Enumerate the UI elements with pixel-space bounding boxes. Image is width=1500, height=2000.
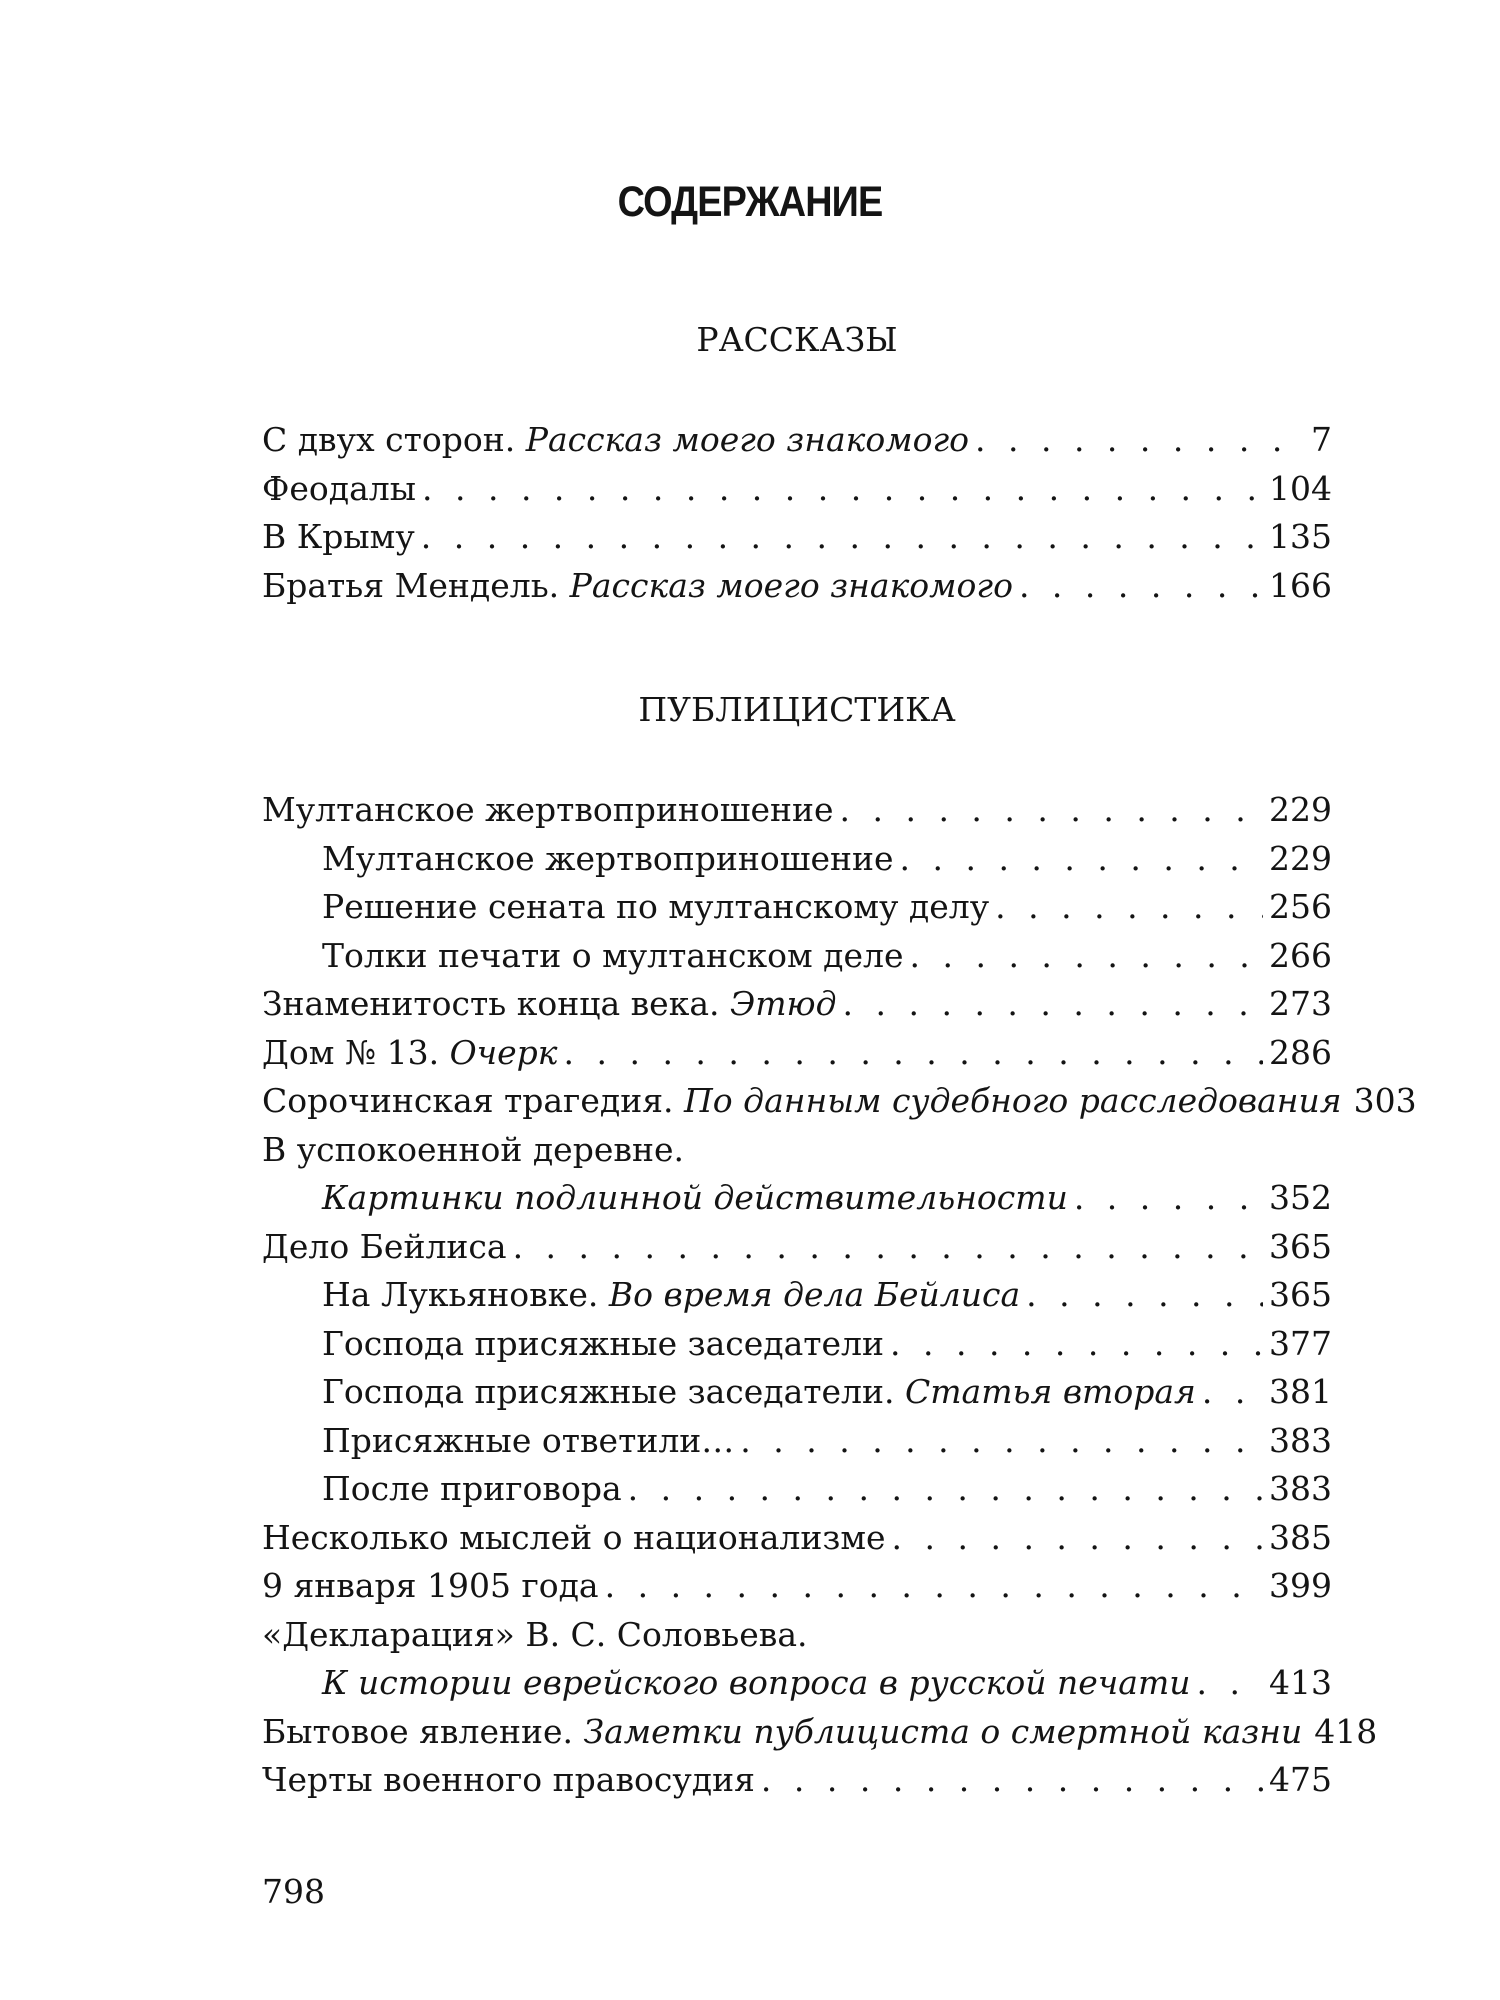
toc-entry: [262, 1562, 1332, 1611]
toc-entry: [262, 1465, 1332, 1514]
dot-leader: [605, 1562, 1263, 1611]
dot-leader: [513, 1223, 1263, 1272]
entry-page-number: 418: [1314, 1711, 1378, 1751]
entry-subtitle: Этюд: [730, 984, 837, 1023]
toc-entry-title: [262, 562, 1013, 611]
dot-leader: [564, 1029, 1263, 1078]
dot-leader: [975, 416, 1305, 465]
toc-entry: [262, 1659, 1332, 1708]
entry-title: С двух сторон.: [262, 420, 516, 459]
entry-title: После приговора: [322, 1469, 622, 1508]
entry-title: Присяжные ответили…: [322, 1420, 735, 1460]
entry-title: Толки печати о мултанском деле: [322, 935, 904, 975]
dot-leader: [1026, 1271, 1263, 1320]
toc-entry-title: [322, 835, 894, 884]
toc-entry: [262, 1417, 1332, 1466]
entry-title: Мултанское жертвоприношение: [262, 790, 834, 829]
toc-entry: [262, 416, 1332, 465]
entry-title: Знаменитость конца века.: [262, 984, 720, 1023]
entry-page-number: 383: [1269, 1469, 1332, 1508]
page-title: СОДЕРЖАНИЕ: [617, 178, 883, 226]
toc-entry: [262, 1077, 1417, 1126]
toc-entry: [262, 513, 1332, 562]
dot-leader: [995, 883, 1263, 932]
toc-entry-title: [262, 1126, 684, 1175]
entry-subtitle: По данным судебного расследования: [684, 1081, 1342, 1120]
toc-entry: [262, 835, 1332, 884]
toc-entry: [262, 932, 1332, 981]
toc-list-stories: [262, 416, 1332, 610]
entry-page-number: 399: [1269, 1566, 1332, 1605]
section-heading-stories: РАССКАЗЫ: [696, 320, 898, 359]
entry-page-number: 303: [1353, 1081, 1417, 1120]
entry-page-number: 166: [1269, 565, 1332, 605]
toc-entry-title: [262, 1223, 507, 1272]
entry-page-number: 377: [1269, 1323, 1332, 1363]
toc-entry: [262, 786, 1332, 835]
entry-page-number: 273: [1269, 984, 1332, 1023]
toc-entry: [262, 465, 1332, 514]
dot-leader: [421, 513, 1263, 562]
entry-page-number: 365: [1269, 1275, 1332, 1314]
entry-page-number: 229: [1269, 838, 1332, 878]
entry-page-number: 413: [1269, 1663, 1332, 1702]
toc-entry-title: [262, 1708, 1302, 1757]
entry-subtitle: Рассказ моего знакомого: [525, 420, 970, 459]
toc-entry-title: [322, 1659, 1191, 1708]
toc-entry: [262, 1611, 1332, 1660]
toc-entry-title: [262, 1611, 808, 1660]
entry-title: Черты военного правосудия: [262, 1760, 755, 1799]
toc-entry-title: [322, 1465, 622, 1514]
entry-title: Несколько мыслей о национализме: [262, 1517, 886, 1557]
entry-title: Феодалы: [262, 468, 417, 508]
entry-subtitle: Картинки подлинной действительности: [322, 1178, 1068, 1217]
dot-leader: [843, 980, 1263, 1029]
entry-title: Братья Мендель.: [262, 565, 560, 605]
toc-entry-title: [262, 786, 834, 835]
entry-page-number: 381: [1269, 1372, 1332, 1411]
toc-entry-title: [322, 1368, 1196, 1417]
toc-entry: [262, 1708, 1378, 1757]
section-heading-publicism: ПУБЛИЦИСТИКА: [638, 690, 956, 729]
dot-leader: [740, 1417, 1263, 1466]
dot-leader: [890, 1320, 1263, 1369]
entry-page-number: 229: [1269, 790, 1332, 829]
entry-title: Дело Бейлиса: [262, 1226, 507, 1266]
entry-page-number: 256: [1269, 887, 1332, 926]
entry-subtitle: Во время дела Бейлиса: [608, 1275, 1021, 1314]
toc-entry-title: [262, 1077, 1342, 1126]
toc-entry-title: [262, 513, 415, 562]
entry-title: Решение сената по мултанскому делу: [322, 887, 990, 926]
dot-leader: [900, 835, 1263, 884]
toc-entry: [262, 1320, 1332, 1369]
entry-title: Господа присяжные заседатели: [322, 1323, 885, 1363]
entry-title: В Крыму: [262, 517, 415, 556]
entry-page-number: 266: [1269, 935, 1332, 975]
entry-page-number: 7: [1311, 420, 1332, 459]
entry-page-number: 286: [1269, 1032, 1332, 1072]
toc-entry: [262, 1174, 1332, 1223]
page-number: 798: [262, 1872, 325, 1911]
entry-page-number: 385: [1269, 1517, 1332, 1557]
toc-entry-title: [262, 1756, 755, 1805]
entry-subtitle: Заметки публициста о смертной казни: [583, 1711, 1303, 1751]
entry-subtitle: К истории еврейского вопроса в русской печати: [322, 1663, 1191, 1702]
entry-page-number: 365: [1269, 1226, 1332, 1266]
entry-title: На Лукьяновке.: [322, 1275, 599, 1314]
entry-subtitle: Статья вторая: [905, 1372, 1196, 1411]
toc-entry-title: [322, 932, 904, 981]
entry-page-number: 104: [1269, 468, 1332, 508]
toc-entry-title: [262, 465, 416, 514]
dot-leader: [422, 465, 1263, 514]
toc-list-publicism: [262, 786, 1417, 1805]
toc-entry: [262, 1029, 1332, 1078]
toc-entry-title: [322, 1320, 884, 1369]
dot-leader: [761, 1756, 1263, 1805]
entry-subtitle: Очерк: [449, 1032, 558, 1072]
dot-leader: [1197, 1659, 1263, 1708]
toc-entry-title: [262, 980, 837, 1029]
toc-entry-title: [322, 1271, 1020, 1320]
entry-title: Господа присяжные заседатели.: [322, 1372, 895, 1411]
entry-title: Сорочинская трагедия.: [262, 1081, 674, 1120]
toc-entry-title: [262, 1514, 886, 1563]
entry-title: 9 января 1905 года: [262, 1566, 599, 1605]
entry-page-number: 135: [1269, 517, 1332, 556]
toc-entry: [262, 1514, 1332, 1563]
entry-title: Дом № 13.: [262, 1032, 440, 1072]
toc-entry: [262, 1223, 1332, 1272]
entry-title: Бытовое явление.: [262, 1711, 574, 1751]
dot-leader: [628, 1465, 1263, 1514]
dot-leader: [1202, 1368, 1263, 1417]
toc-entry-title: [322, 1417, 734, 1466]
toc-entry: [262, 1368, 1332, 1417]
entry-page-number: 352: [1269, 1178, 1332, 1217]
dot-leader: [1074, 1174, 1263, 1223]
toc-entry-title: [322, 1174, 1068, 1223]
toc-entry-title: [262, 1029, 558, 1078]
entry-subtitle: Рассказ моего знакомого: [569, 565, 1013, 605]
entry-page-number: 383: [1269, 1420, 1332, 1460]
dot-leader: [892, 1514, 1263, 1563]
toc-entry: [262, 1126, 1332, 1175]
entry-page-number: 475: [1269, 1760, 1332, 1799]
entry-title: «Декларация» В. С. Соловьева.: [262, 1614, 808, 1654]
toc-entry: [262, 883, 1332, 932]
dot-leader: [1019, 562, 1263, 611]
entry-title: В успокоенной деревне.: [262, 1129, 684, 1169]
entry-title: Мултанское жертвоприношение: [322, 838, 894, 878]
toc-entry: [262, 1756, 1332, 1805]
toc-entry-title: [322, 883, 989, 932]
dot-leader: [910, 932, 1263, 981]
toc-entry: [262, 980, 1332, 1029]
toc-entry: [262, 562, 1332, 611]
dot-leader: [840, 786, 1263, 835]
toc-entry: [262, 1271, 1332, 1320]
toc-entry-title: [262, 416, 969, 465]
toc-entry-title: [262, 1562, 599, 1611]
